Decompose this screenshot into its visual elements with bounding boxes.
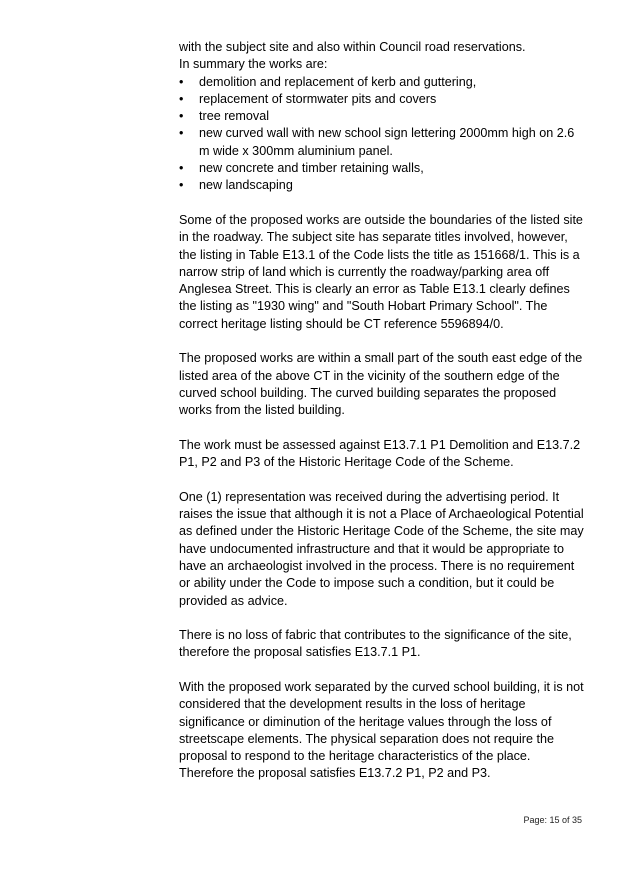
works-list: [179, 74, 584, 195]
list-item: • replacement of stormwater pits and covers: [179, 91, 584, 108]
paragraph-location: The proposed works are within a small part of the south east edge of the listed area of the above CT in the vicinity of the southern edge of the curved school building. The curved building separates the proposed works from the listed building.: [179, 351, 583, 418]
paragraph-fabric: There is no loss of fabric that contributes to the significance of the site, therefore the proposal satisfies E13.7.1 P1.: [179, 628, 572, 660]
list-item: • demolition and replacement of kerb and guttering,: [179, 74, 584, 91]
paragraph-boundaries: Some of the proposed works are outside the boundaries of the listed site in the roadway. The subject site has separate titles involved, however, the listing in Table E13.1 of the Code lists the title as 151668/1. This is a narrow strip of land which is currently the roadway/parking area off Anglesea Street. This is clearly an error as Table E13.1 clearly defines the listing as "1930 wing" and "South Hobart Primary School". The correct heritage listing should be CT reference 5596894/0.: [179, 212, 583, 331]
paragraph-representation: One (1) representation was received during the advertising period. It raises the issue that although it is not a Place of Archaeological Potential as defined under the Historic Heritage Code of the Scheme, the site may have undocumented infrastructure and that it would be appropriate to have an archaeologist involved in the process. There is no requirement or ability under the Code to impose such a condition, but it could be provided as advice.: [179, 489, 584, 608]
document-body: [179, 39, 584, 783]
list-item: • tree removal: [179, 108, 584, 125]
list-item: • new curved wall with new school sign lettering 2000mm high on 2.6 m wide x 300mm aluminium panel.: [179, 125, 584, 160]
intro-summary-line: In summary the works are:: [179, 57, 328, 72]
list-item: • new landscaping: [179, 177, 584, 194]
page-number: Page: 15 of 35: [523, 815, 582, 825]
paragraph-conclusion: With the proposed work separated by the curved school building, it is not considered that the development results in the loss of heritage significance or diminution of the heritage values through the loss of streetscape elements. The physical separation does not require the proposal to respond to the heritage characteristics of the place. Therefore the proposal satisfies E13.7.2 P1, P2 and P3.: [179, 679, 584, 781]
intro-line: with the subject site and also within Council road reservations.: [179, 40, 526, 54]
list-item: • new concrete and timber retaining walls,: [179, 160, 584, 177]
intro: [179, 39, 584, 74]
paragraph-assessment: The work must be assessed against E13.7.1 P1 Demolition and E13.7.2 P1, P2 and P3 of the Historic Heritage Code of the Scheme.: [179, 437, 581, 470]
